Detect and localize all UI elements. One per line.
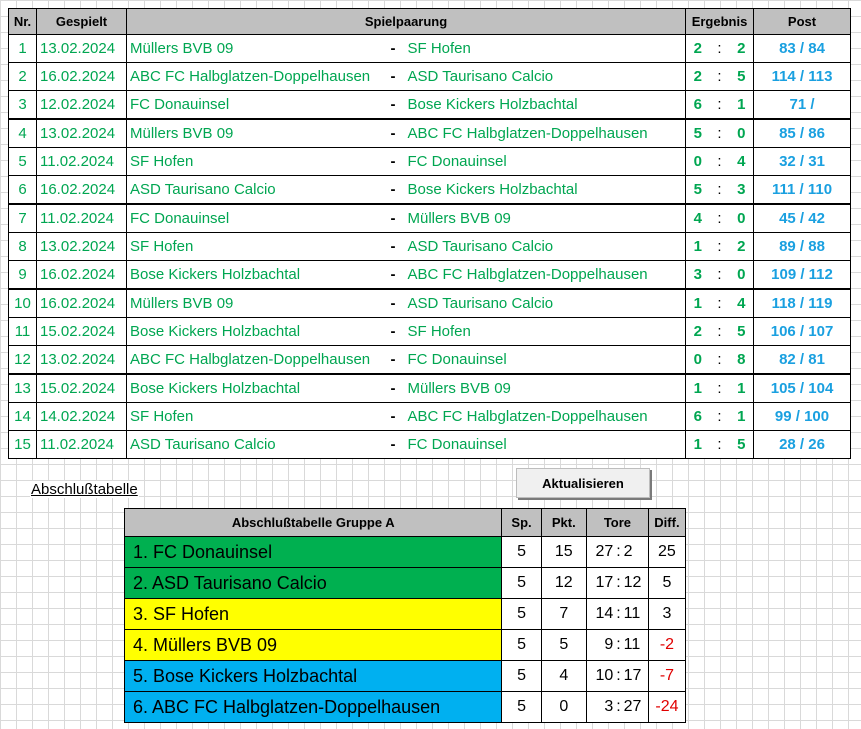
header-played: Gespielt	[37, 9, 127, 35]
standings-sp[interactable]: 5	[502, 630, 541, 661]
standings-team[interactable]: 5. Bose Kickers Holzbachtal	[125, 661, 502, 692]
header-sp: Sp.	[502, 509, 541, 537]
match-away-goals[interactable]: 1	[730, 374, 754, 403]
standings-pkt[interactable]: 15	[541, 537, 586, 568]
match-table-body	[9, 35, 851, 459]
standings-colon[interactable]: :	[613, 568, 623, 599]
standings-goals-against[interactable]: 12	[624, 568, 649, 599]
match-away-goals[interactable]: 4	[730, 148, 754, 176]
match-colon[interactable]: :	[710, 346, 730, 375]
match-away-team[interactable]: SF Hofen	[406, 318, 686, 346]
match-home-team[interactable]: ASD Taurisano Calcio	[127, 431, 391, 459]
match-nr[interactable]: 4	[9, 119, 37, 148]
match-home-team[interactable]: Müllers BVB 09	[127, 119, 391, 148]
match-home-team[interactable]: Müllers BVB 09	[127, 289, 391, 318]
match-post[interactable]: 105 / 104	[754, 374, 851, 403]
match-away-team[interactable]: Bose Kickers Holzbachtal	[406, 176, 686, 205]
match-away-goals[interactable]: 8	[730, 346, 754, 375]
standings-diff[interactable]: -24	[648, 692, 685, 723]
match-home-team[interactable]: Bose Kickers Holzbachtal	[127, 261, 391, 290]
match-home-goals[interactable]: 1	[686, 374, 710, 403]
match-row	[9, 119, 851, 148]
match-away-goals[interactable]: 3	[730, 176, 754, 205]
match-home-team[interactable]: FC Donauinsel	[127, 91, 391, 120]
match-table-header	[9, 9, 851, 35]
match-row	[9, 403, 851, 431]
header-diff: Diff.	[648, 509, 685, 537]
match-home-goals[interactable]: 6	[686, 403, 710, 431]
match-home-team[interactable]: Bose Kickers Holzbachtal	[127, 374, 391, 403]
match-date[interactable]: 15.02.2024	[37, 374, 127, 403]
header-tore: Tore	[587, 509, 649, 537]
match-away-goals[interactable]: 4	[730, 289, 754, 318]
match-colon[interactable]: :	[710, 148, 730, 176]
match-row	[9, 431, 851, 459]
match-row	[9, 204, 851, 233]
match-away-team[interactable]: ABC FC Halbglatzen-Doppelhausen	[406, 261, 686, 290]
match-row	[9, 318, 851, 346]
match-post[interactable]: 109 / 112	[754, 261, 851, 290]
match-date[interactable]: 15.02.2024	[37, 318, 127, 346]
match-home-goals[interactable]: 0	[686, 148, 710, 176]
standings-colon[interactable]: :	[613, 692, 623, 723]
match-away-team[interactable]: ABC FC Halbglatzen-Doppelhausen	[406, 119, 686, 148]
standings-goals-for[interactable]: 10	[587, 661, 614, 692]
match-home-goals[interactable]: 1	[686, 431, 710, 459]
match-dash[interactable]: -	[391, 233, 406, 261]
match-post[interactable]: 118 / 119	[754, 289, 851, 318]
standings-team[interactable]: 4. Müllers BVB 09	[125, 630, 502, 661]
standings-team[interactable]: 2. ASD Taurisano Calcio	[125, 568, 502, 599]
match-post[interactable]: 71 /	[754, 91, 851, 120]
match-home-goals[interactable]: 1	[686, 233, 710, 261]
match-post[interactable]: 83 / 84	[754, 35, 851, 63]
match-date[interactable]: 13.02.2024	[37, 35, 127, 63]
match-date[interactable]: 11.02.2024	[37, 204, 127, 233]
match-post[interactable]: 111 / 110	[754, 176, 851, 205]
standings-goals-against[interactable]: 27	[624, 692, 649, 723]
match-away-goals[interactable]: 2	[730, 233, 754, 261]
standings-diff[interactable]: -2	[648, 630, 685, 661]
match-home-goals[interactable]: 6	[686, 91, 710, 120]
standings-diff[interactable]: 5	[648, 568, 685, 599]
match-away-goals[interactable]: 1	[730, 403, 754, 431]
match-colon[interactable]: :	[710, 119, 730, 148]
match-date[interactable]: 16.02.2024	[37, 289, 127, 318]
header-result: Ergebnis	[686, 9, 754, 35]
standings-sp[interactable]: 5	[502, 568, 541, 599]
match-nr[interactable]: 5	[9, 148, 37, 176]
match-row	[9, 233, 851, 261]
match-nr[interactable]: 12	[9, 346, 37, 375]
standings-goals-for[interactable]: 17	[587, 568, 614, 599]
match-row	[9, 148, 851, 176]
match-colon[interactable]: :	[710, 374, 730, 403]
match-row	[9, 63, 851, 91]
header-post: Post	[754, 9, 851, 35]
match-away-team[interactable]: Müllers BVB 09	[406, 204, 686, 233]
match-away-goals[interactable]: 5	[730, 431, 754, 459]
match-colon[interactable]: :	[710, 318, 730, 346]
match-dash[interactable]: -	[391, 204, 406, 233]
match-colon[interactable]: :	[710, 35, 730, 63]
match-dash[interactable]: -	[391, 261, 406, 290]
match-nr[interactable]: 6	[9, 176, 37, 205]
standings-goals-against[interactable]: 11	[624, 630, 649, 661]
match-date[interactable]: 12.02.2024	[37, 91, 127, 120]
match-dash[interactable]: -	[391, 63, 406, 91]
match-row	[9, 374, 851, 403]
match-colon[interactable]: :	[710, 233, 730, 261]
match-nr[interactable]: 9	[9, 261, 37, 290]
match-date[interactable]: 13.02.2024	[37, 346, 127, 375]
match-away-team[interactable]: ABC FC Halbglatzen-Doppelhausen	[406, 403, 686, 431]
match-home-team[interactable]: SF Hofen	[127, 148, 391, 176]
standings-pkt[interactable]: 4	[541, 661, 586, 692]
match-away-team[interactable]: FC Donauinsel	[406, 431, 686, 459]
match-home-goals[interactable]: 2	[686, 35, 710, 63]
standings-goals-against[interactable]: 11	[624, 599, 649, 630]
match-nr[interactable]: 7	[9, 204, 37, 233]
standings-goals-for[interactable]: 9	[587, 630, 614, 661]
match-date[interactable]: 16.02.2024	[37, 261, 127, 290]
standings-row	[125, 599, 686, 630]
match-away-team[interactable]: Müllers BVB 09	[406, 374, 686, 403]
match-away-team[interactable]: Bose Kickers Holzbachtal	[406, 91, 686, 120]
standings-diff[interactable]: 25	[648, 537, 685, 568]
match-post[interactable]: 99 / 100	[754, 403, 851, 431]
match-nr[interactable]: 13	[9, 374, 37, 403]
match-away-goals[interactable]: 2	[730, 35, 754, 63]
standings-header	[125, 509, 686, 537]
match-row	[9, 289, 851, 318]
match-home-team[interactable]: SF Hofen	[127, 403, 391, 431]
match-home-goals[interactable]: 0	[686, 346, 710, 375]
match-nr[interactable]: 8	[9, 233, 37, 261]
match-post[interactable]: 82 / 81	[754, 346, 851, 375]
match-post[interactable]: 45 / 42	[754, 204, 851, 233]
match-dash[interactable]: -	[391, 431, 406, 459]
match-home-goals[interactable]: 2	[686, 318, 710, 346]
standings-pkt[interactable]: 5	[541, 630, 586, 661]
match-dash[interactable]: -	[391, 289, 406, 318]
standings-goals-for[interactable]: 3	[587, 692, 614, 723]
match-away-team[interactable]: ASD Taurisano Calcio	[406, 233, 686, 261]
match-row	[9, 35, 851, 63]
standings-sp[interactable]: 5	[502, 692, 541, 723]
match-dash[interactable]: -	[391, 176, 406, 205]
standings-pkt[interactable]: 7	[541, 599, 586, 630]
match-away-goals[interactable]: 1	[730, 91, 754, 120]
match-date[interactable]: 11.02.2024	[37, 148, 127, 176]
match-home-team[interactable]: FC Donauinsel	[127, 204, 391, 233]
match-home-goals[interactable]: 4	[686, 204, 710, 233]
standings-row	[125, 630, 686, 661]
header-pkt: Pkt.	[541, 509, 586, 537]
match-home-team[interactable]: ABC FC Halbglatzen-Doppelhausen	[127, 63, 391, 91]
match-schedule-table	[8, 8, 851, 459]
standings-goals-for[interactable]: 27	[587, 537, 614, 568]
standings-body	[125, 537, 686, 723]
standings-diff[interactable]: -7	[648, 661, 685, 692]
header-pairing: Spielpaarung	[127, 9, 686, 35]
match-away-team[interactable]: ASD Taurisano Calcio	[406, 63, 686, 91]
match-away-goals[interactable]: 5	[730, 63, 754, 91]
match-post[interactable]: 28 / 26	[754, 431, 851, 459]
match-date[interactable]: 13.02.2024	[37, 119, 127, 148]
match-date[interactable]: 16.02.2024	[37, 176, 127, 205]
standings-row	[125, 692, 686, 723]
match-away-team[interactable]: SF Hofen	[406, 35, 686, 63]
standings-table	[124, 508, 686, 723]
match-colon[interactable]: :	[710, 204, 730, 233]
match-away-team[interactable]: FC Donauinsel	[406, 346, 686, 375]
match-home-team[interactable]: Müllers BVB 09	[127, 35, 391, 63]
match-away-goals[interactable]: 0	[730, 261, 754, 290]
abschlusstabelle-link[interactable]: Abschlußtabelle	[31, 481, 138, 498]
match-colon[interactable]: :	[710, 431, 730, 459]
standings-colon[interactable]: :	[613, 599, 623, 630]
match-nr[interactable]: 14	[9, 403, 37, 431]
standings-goals-against[interactable]: 17	[624, 661, 649, 692]
match-dash[interactable]: -	[391, 35, 406, 63]
match-nr[interactable]: 11	[9, 318, 37, 346]
match-home-goals[interactable]: 3	[686, 261, 710, 290]
match-home-goals[interactable]: 2	[686, 63, 710, 91]
match-post[interactable]: 106 / 107	[754, 318, 851, 346]
standings-team[interactable]: 1. FC Donauinsel	[125, 537, 502, 568]
match-home-goals[interactable]: 5	[686, 119, 710, 148]
match-dash[interactable]: -	[391, 318, 406, 346]
match-nr[interactable]: 3	[9, 91, 37, 120]
standings-row	[125, 661, 686, 692]
match-row	[9, 176, 851, 205]
standings-diff[interactable]: 3	[648, 599, 685, 630]
match-post[interactable]: 114 / 113	[754, 63, 851, 91]
match-colon[interactable]: :	[710, 289, 730, 318]
match-away-team[interactable]: ASD Taurisano Calcio	[406, 289, 686, 318]
match-home-goals[interactable]: 1	[686, 289, 710, 318]
standings-sp[interactable]: 5	[502, 537, 541, 568]
match-nr[interactable]: 15	[9, 431, 37, 459]
match-dash[interactable]: -	[391, 91, 406, 120]
match-date[interactable]: 16.02.2024	[37, 63, 127, 91]
match-home-goals[interactable]: 5	[686, 176, 710, 205]
match-away-goals[interactable]: 0	[730, 119, 754, 148]
match-colon[interactable]: :	[710, 261, 730, 290]
match-home-team[interactable]: SF Hofen	[127, 233, 391, 261]
standings-sp[interactable]: 5	[502, 599, 541, 630]
update-button[interactable]: Aktualisieren	[516, 468, 650, 498]
match-away-goals[interactable]: 5	[730, 318, 754, 346]
match-colon[interactable]: :	[710, 63, 730, 91]
standings-row	[125, 537, 686, 568]
standings-row	[125, 568, 686, 599]
match-dash[interactable]: -	[391, 346, 406, 375]
match-row	[9, 346, 851, 375]
match-home-team[interactable]: ABC FC Halbglatzen-Doppelhausen	[127, 346, 391, 375]
standings-colon[interactable]: :	[613, 661, 623, 692]
match-nr[interactable]: 1	[9, 35, 37, 63]
match-date[interactable]: 11.02.2024	[37, 431, 127, 459]
match-post[interactable]: 85 / 86	[754, 119, 851, 148]
standings-goals-for[interactable]: 14	[587, 599, 614, 630]
match-dash[interactable]: -	[391, 148, 406, 176]
match-home-team[interactable]: ASD Taurisano Calcio	[127, 176, 391, 205]
standings-sp[interactable]: 5	[502, 661, 541, 692]
match-home-team[interactable]: Bose Kickers Holzbachtal	[127, 318, 391, 346]
standings-team[interactable]: 3. SF Hofen	[125, 599, 502, 630]
match-row	[9, 91, 851, 120]
match-colon[interactable]: :	[710, 403, 730, 431]
match-date[interactable]: 13.02.2024	[37, 233, 127, 261]
match-row	[9, 261, 851, 290]
standings-colon[interactable]: :	[613, 537, 623, 568]
header-nr: Nr.	[9, 9, 37, 35]
standings-team[interactable]: 6. ABC FC Halbglatzen-Doppelhausen	[125, 692, 502, 723]
standings-pkt[interactable]: 0	[541, 692, 586, 723]
standings-title: Abschlußtabelle Gruppe A	[125, 509, 502, 537]
match-colon[interactable]: :	[710, 176, 730, 205]
standings-pkt[interactable]: 12	[541, 568, 586, 599]
match-away-goals[interactable]: 0	[730, 204, 754, 233]
match-date[interactable]: 14.02.2024	[37, 403, 127, 431]
match-dash[interactable]: -	[391, 119, 406, 148]
match-post[interactable]: 32 / 31	[754, 148, 851, 176]
match-dash[interactable]: -	[391, 403, 406, 431]
standings-goals-against[interactable]: 2	[624, 537, 649, 568]
match-post[interactable]: 89 / 88	[754, 233, 851, 261]
match-away-team[interactable]: FC Donauinsel	[406, 148, 686, 176]
standings-colon[interactable]: :	[613, 630, 623, 661]
match-dash[interactable]: -	[391, 374, 406, 403]
match-nr[interactable]: 2	[9, 63, 37, 91]
match-colon[interactable]: :	[710, 91, 730, 120]
match-nr[interactable]: 10	[9, 289, 37, 318]
